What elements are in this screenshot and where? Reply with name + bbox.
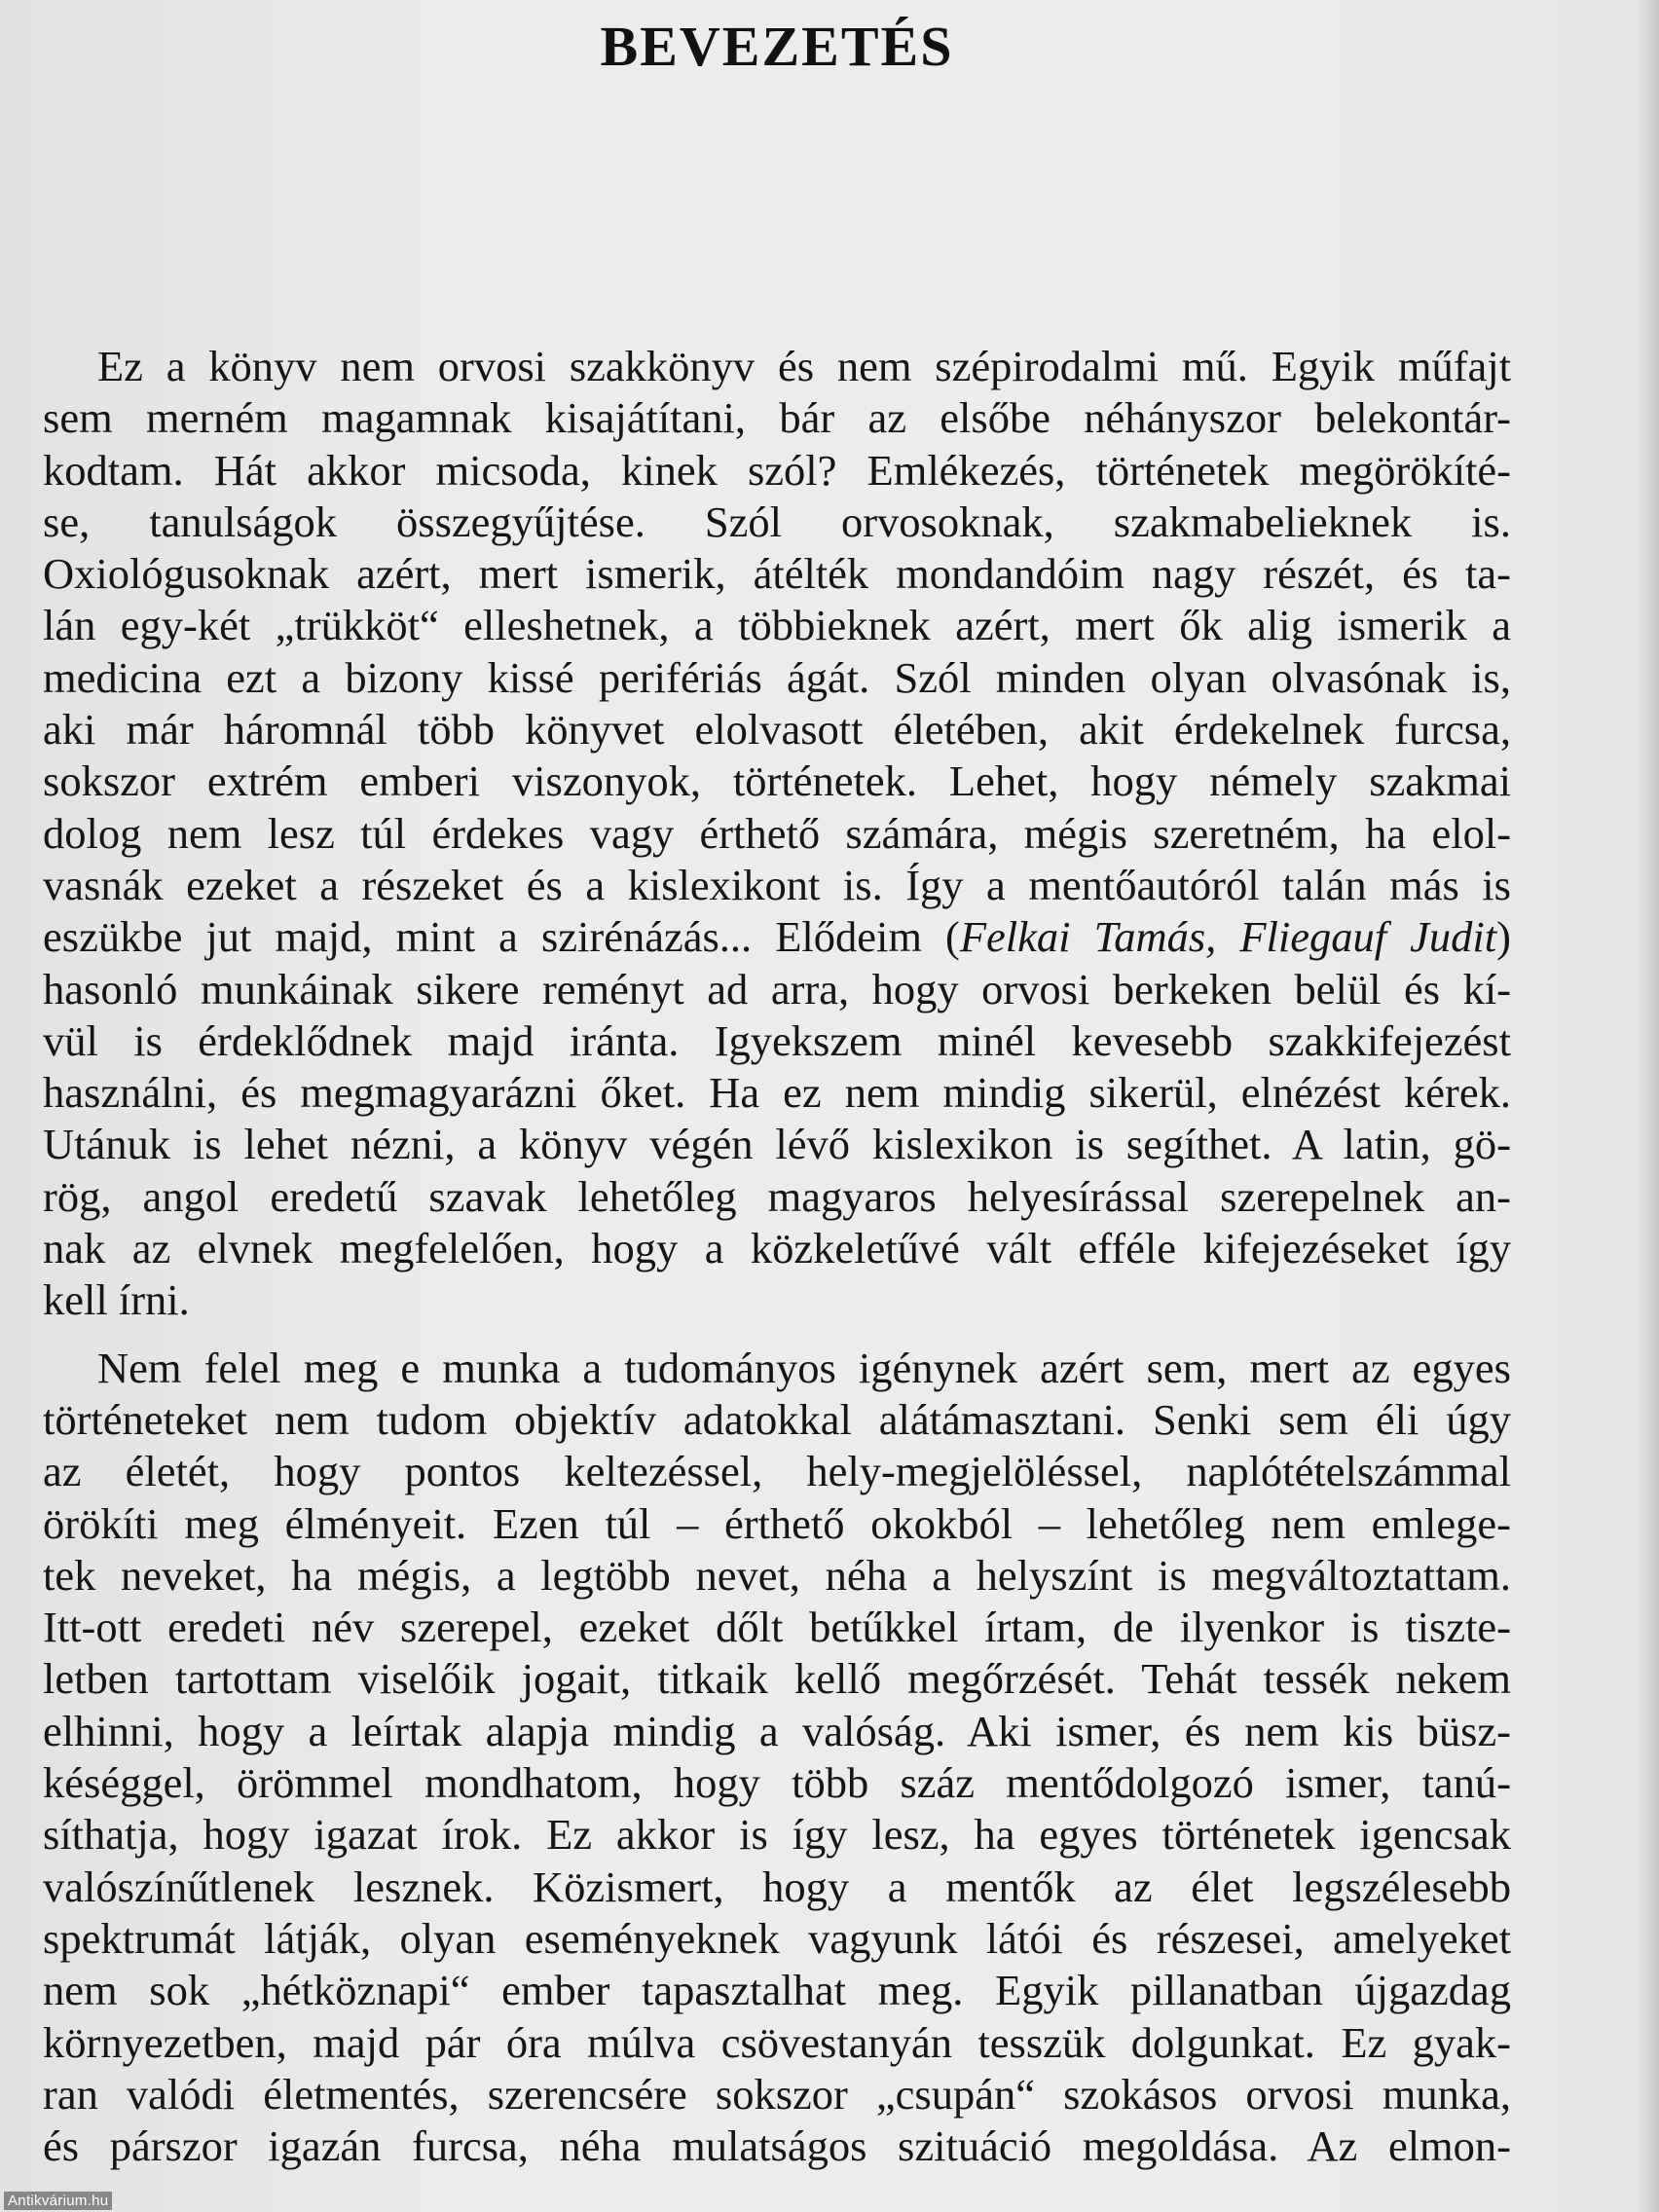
- text-line: sokszor extrém emberi viszonyok, történetek. Lehet, hogy némely szakmai: [43, 756, 1511, 806]
- text-line: örökíti meg élményeit. Ezen túl – érthető okokból – lehetőleg nem emlege-: [43, 1498, 1511, 1548]
- paragraph-spacer: [43, 1327, 1511, 1343]
- text-line: se, tanulságok összegyűjtése. Szól orvosoknak, szakmabelieknek is.: [43, 497, 1511, 546]
- text-line: spektrumát látják, olyan eseményeknek vagyunk látói és részesei, amelyeket: [43, 1913, 1511, 1963]
- text-line: elhinni, hogy a leírtak alapja mindig a valóság. Aki ismer, és nem kis büsz-: [43, 1706, 1511, 1755]
- text-line: lán egy-két „trükköt“ elleshetnek, a többieknek azért, mert ők alig ismerik a: [43, 601, 1511, 650]
- text-line: környezetben, majd pár óra múlva csövestanyán tesszük dolgunkat. Ez gyak-: [43, 2017, 1511, 2067]
- text-line: vasnák ezeket a részeket és a kislexikont is. Így a mentőautóról talán más is: [43, 860, 1511, 909]
- text-line: Oxiológusoknak azért, mert ismerik, átélték mondandóim nagy részét, és ta-: [43, 549, 1511, 599]
- text-line: kell írni.: [43, 1275, 190, 1325]
- text-line: használni, és megmagyarázni őket. Ha ez nem mindig sikerül, elnézést kérek.: [43, 1068, 1511, 1118]
- italic-names: Felkai Tamás, Fliegauf Judit: [959, 912, 1497, 962]
- text-line: és párszor igazán furcsa, néha mulatságos szituáció megoldása. Az elmon-: [43, 2121, 1511, 2171]
- text-line: Itt-ott eredeti név szerepel, ezeket dőlt betűkkel írtam, de ilyenkor is tiszte-: [43, 1603, 1511, 1652]
- text-line: valószínűtlenek lesznek. Közismert, hogy a mentők az élet legszélesebb: [43, 1862, 1511, 1911]
- text-line: Ez a könyv nem orvosi szakkönyv és nem szépirodalmi mű. Egyik műfajt: [97, 342, 1511, 390]
- text-line: síthatja, hogy igazat írok. Ez akkor is így lesz, ha egyes történetek igencsak: [43, 1810, 1511, 1860]
- text-line: aki már háromnál több könyvet elolvasott életében, akit érdekelnek furcsa,: [43, 705, 1511, 755]
- text-line: letben tartottam viselőik jogait, titkaik kellő megőrzését. Tehát tessék nekem: [43, 1654, 1511, 1704]
- text-line: kodtam. Hát akkor micsoda, kinek szól? Emlékezés, történetek megörökíté-: [43, 445, 1511, 495]
- text-line: rög, angol eredetű szavak lehetőleg magyaros helyesírással szerepelnek an-: [43, 1171, 1511, 1221]
- paragraph-2: [43, 1343, 1511, 2173]
- body-text: [43, 341, 1511, 2172]
- text-line: dolog nem lesz túl érdekes vagy érthető számára, mégis szeretném, ha elol-: [43, 808, 1511, 858]
- text-line: késéggel, örömmel mondhatom, hogy több száz mentődolgozó ismer, tanú-: [43, 1758, 1511, 1808]
- text-line: történeteket nem tudom objektív adatokkal alátámasztani. Senki sem éli úgy: [43, 1394, 1511, 1444]
- text-line: vül is érdeklődnek majd iránta. Igyekszem minél kevesebb szakkifejezést: [43, 1015, 1511, 1065]
- text-line: nak az elvnek megfelelően, hogy a közkeletűvé vált efféle kifejezéseket így: [43, 1224, 1511, 1273]
- text-line: eszükbe jut majd, mint a szirénázás... Elődeim (Felkai Tamás, Fliegauf Judit): [43, 912, 1511, 962]
- text-line: ran valódi életmentés, szerencsére sokszor „csupán“ szokásos orvosi munka,: [43, 2069, 1511, 2119]
- page-edge-shadow: [1636, 0, 1659, 2212]
- text-line: az életét, hogy pontos keltezéssel, hely-megjelöléssel, naplótételszámmal: [43, 1447, 1511, 1496]
- text-line: sem merném magamnak kisajátítani, bár az elsőbe néhányszor belekontár-: [43, 393, 1511, 443]
- watermark-label: Antikvárium.hu: [4, 2192, 112, 2210]
- text-line: nem sok „hétköznapi“ ember tapasztalhat meg. Egyik pillanatban újgazdag: [43, 1966, 1511, 2015]
- text-line: hasonló munkáinak sikere reményt ad arra, hogy orvosi berkeken belül és kí-: [43, 964, 1511, 1014]
- text-line: tek neveket, ha mégis, a legtöbb nevet, néha a helyszínt is megváltoztattam.: [43, 1550, 1511, 1600]
- text-line: Nem felel meg e munka a tudományos igénynek azért sem, mert az egyes: [97, 1343, 1511, 1392]
- paragraph-1: [43, 341, 1511, 1327]
- text-line: medicina ezt a bizony kissé perifériás ágát. Szól minden olyan olvasónak is,: [43, 652, 1511, 702]
- text-line: Utánuk is lehet nézni, a könyv végén lévő kislexikon is segíthet. A latin, gö-: [43, 1120, 1511, 1169]
- chapter-title: BEVEZETÉS: [600, 15, 954, 78]
